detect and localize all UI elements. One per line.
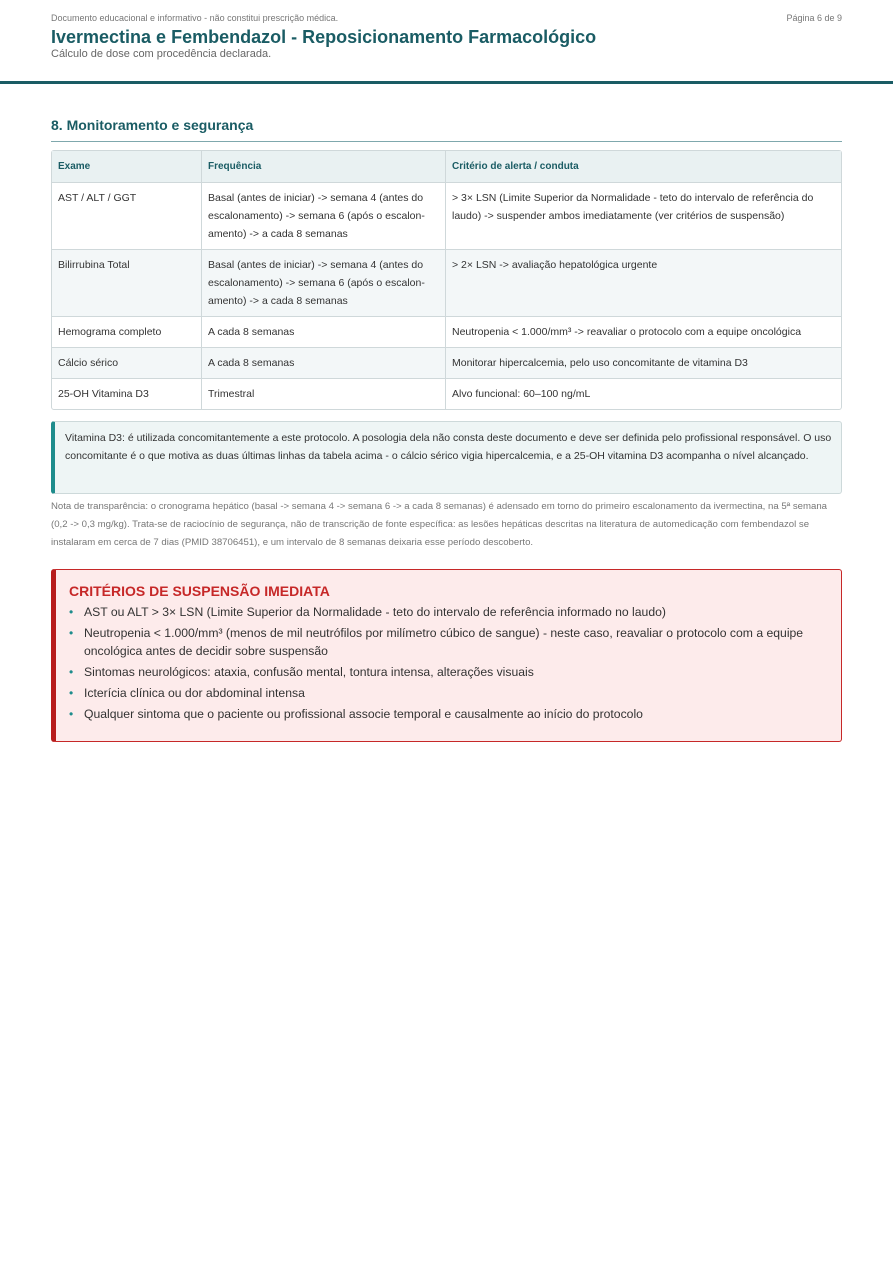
vitamin-d3-note: Vitamina D3: é utilizada concomitantemente a este protocolo. A posologia dela não consta deste documento e deve ser definida pelo profissional responsável. O uso concomitante é o que motiva as duas últimas linhas da tabela acima - o cálcio sérico vigia hipercalcemia, e a 25-OH vitamina D3 acompanha o nível alcançado. (51, 421, 842, 494)
list-item-text: Qualquer sintoma que o paciente ou profissional associe temporal e causalmente ao início do protocolo (84, 707, 643, 721)
document-title: Ivermectina e Fembendazol - Reposicionamento Farmacológico (51, 27, 597, 47)
column-header-exam: Exame (52, 151, 202, 183)
cell-criteria: > 3× LSN (Limite Superior da Normalidade - teto do intervalo de referência do laudo) -> suspender ambos imediatamente (ver critérios de suspensão) (446, 183, 841, 250)
list-item (69, 603, 829, 621)
cell-frequency: A cada 8 semanas (202, 317, 446, 348)
cell-criteria: > 2× LSN -> avaliação hepatológica urgente (446, 250, 841, 317)
list-item (69, 624, 829, 660)
column-header-criteria: Critério de alerta / conduta (446, 151, 841, 183)
table-row (52, 183, 841, 250)
cell-exam: AST / ALT / GGT (52, 183, 202, 250)
cell-frequency: Basal (antes de iniciar) -> semana 4 (antes do escalonamento) -> semana 6 (após o escalonamento) -> a cada 8 semanas (202, 250, 446, 317)
document-subtitle: Cálculo de dose com procedência declarada. (51, 48, 272, 60)
monitoring-table (51, 150, 842, 410)
cell-frequency: Basal (antes de iniciar) -> semana 4 (antes do escalonamento) -> semana 6 (após o escalonamento) -> a cada 8 semanas (202, 183, 446, 250)
suspension-criteria-title: CRITÉRIOS DE SUSPENSÃO IMEDIATA (69, 583, 330, 599)
list-item-text: AST ou ALT > 3× LSN (Limite Superior da Normalidade - teto do intervalo de referência informado no laudo) (84, 605, 666, 619)
cell-criteria: Monitorar hipercalcemia, pelo uso concomitante de vitamina D3 (446, 348, 841, 379)
cell-exam: Cálcio sérico (52, 348, 202, 379)
cell-criteria: Alvo funcional: 60–100 ng/mL (452, 388, 591, 400)
page-header (0, 0, 893, 84)
table-header-row (52, 151, 841, 183)
suspension-criteria-box (51, 569, 842, 742)
table-row (52, 348, 841, 379)
cell-frequency: A cada 8 semanas (202, 348, 446, 379)
cell-exam: 25-OH Vitamina D3 (52, 379, 202, 409)
section-title: 8. Monitoramento e segurança (51, 117, 842, 142)
table-row (52, 317, 841, 348)
cell-criteria: Neutropenia < 1.000/mm³ -> reavaliar o protocolo com a equipe oncológica (446, 317, 841, 348)
list-item (69, 684, 829, 702)
disclaimer-text: Documento educacional e informativo - não constitui prescrição médica. (51, 13, 339, 23)
bullet-icon: • (69, 665, 74, 679)
page-number: Página 6 de 9 (786, 13, 842, 23)
table-row (52, 250, 841, 317)
list-item-text: Icterícia clínica ou dor abdominal intensa (84, 686, 305, 700)
transparency-note: Nota de transparência: o cronograma hepático (basal -> semana 4 -> semana 6 -> a cada 8 semanas) é adensado em torno do primeiro escalonamento da ivermectina, na 5ª semana (0,2 -> 0,3 mg/kg). Trata-se de raciocínio de segurança, não de transcrição de fonte específica: as lesões hepáticas descritas na literatura de automedicação com fembendazol se instalaram em cerca de 7 dias (PMID 38706451), e um intervalo de 8 semanas deixaria esse período descoberto. (51, 501, 828, 548)
cell-exam: Bilirrubina Total (52, 250, 202, 317)
cell-frequency: Trimestral (202, 379, 446, 409)
bullet-icon: • (69, 707, 74, 721)
column-header-frequency: Frequência (202, 151, 446, 183)
bullet-icon: • (69, 605, 74, 619)
list-item-text: Neutropenia < 1.000/mm³ (menos de mil neutrófilos por milímetro cúbico de sangue) - neste caso, reavaliar o protocolo com a equipe oncológica antes de decidir sobre suspensão (84, 626, 804, 658)
list-item (69, 663, 829, 681)
suspension-criteria-list (69, 603, 829, 723)
table-row (52, 379, 841, 409)
bullet-icon: • (69, 626, 74, 640)
bullet-icon: • (69, 686, 74, 700)
cell-exam: Hemograma completo (52, 317, 202, 348)
list-item (69, 705, 829, 723)
list-item-text: Sintomas neurológicos: ataxia, confusão mental, tontura intensa, alterações visuais (84, 665, 534, 679)
